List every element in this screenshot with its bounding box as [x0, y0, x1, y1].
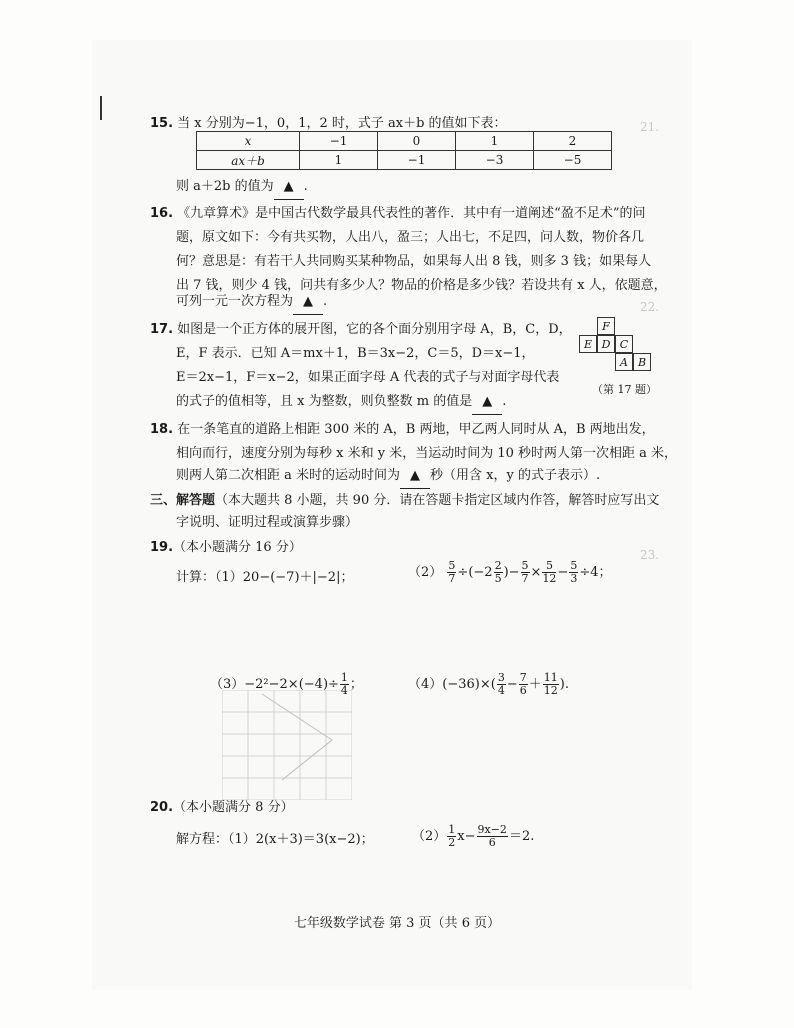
numerator: 2	[494, 559, 502, 572]
section-description: （本大题共 8 小题，共 90 分．请在答题卡指定区域内作答，解答时应写出文	[215, 493, 660, 508]
question-line: 出 7 钱，则少 4 钱，问共有多少人？物品的价格是多少钱？若设共有 x 人，依题意，	[176, 278, 667, 293]
question-16	[150, 202, 645, 226]
denominator: 4	[340, 684, 348, 697]
question-number: 17.	[150, 322, 174, 337]
answer-blank: ▲	[472, 390, 502, 415]
numerator: 1	[448, 823, 456, 836]
net-face: E	[579, 335, 597, 353]
table-cell: 0	[378, 132, 456, 151]
question-number: 16.	[150, 206, 174, 221]
question-20	[150, 796, 294, 820]
denominator: 12	[542, 572, 557, 585]
operator: ；	[349, 677, 363, 692]
fraction	[543, 672, 559, 697]
denominator: 6	[488, 836, 496, 849]
question-line: 相向而行，速度分别为每秒 x 米和 y 米，当运动时间为 10 秒时两人第一次相距 a 米，	[176, 446, 678, 461]
table-cell: 2	[534, 132, 612, 151]
operator: ＋	[528, 677, 542, 692]
question-line: 则两人第二次相距 a 米时的运动时间为	[176, 468, 401, 483]
table-cell: −3	[456, 151, 534, 170]
fraction	[497, 672, 506, 697]
table-cell: −1	[300, 132, 378, 151]
expression: （4）(−36)×(	[408, 677, 496, 692]
fraction	[569, 560, 578, 585]
answer-blank: ▲	[293, 290, 323, 315]
question-line: E＝2x−1，F＝x−2，如果正面字母 A 代表的式子与对面字母代表	[176, 370, 560, 385]
value-table	[196, 131, 612, 170]
q19-part2	[408, 560, 612, 585]
fraction	[519, 672, 528, 697]
numerator: 1	[340, 671, 348, 684]
question-text: 当 x 分别为−1，0，1，2 时，式子 ax＋b 的值如下表：	[177, 116, 507, 131]
question-line: 《九章算术》是中国古代数学最具代表性的著作．其中有一道阐述“盈不足术”的问	[177, 206, 646, 221]
question-score: （本小题满分 16 分）	[173, 540, 302, 555]
numerator: 7	[519, 671, 527, 684]
denominator: 6	[519, 684, 527, 697]
question-19	[150, 536, 302, 560]
table-cell: x	[197, 132, 300, 151]
question-line: 题，原文如下：今有共买物，人出八，盈三；人出七，不足四，问人数，物价各几	[176, 230, 645, 245]
numerator: 5	[542, 560, 556, 573]
answer-blank: ▲	[400, 464, 430, 489]
question-16-ask: 可列一元一次方程为 ▲ .	[176, 290, 327, 315]
question-18	[150, 418, 655, 442]
operator: ).	[559, 677, 569, 692]
question-number: 19.	[150, 540, 174, 555]
expression: （3）−2²−2×(−4)÷	[210, 677, 339, 692]
question-number: 20.	[150, 800, 174, 815]
binding-mark	[100, 96, 102, 120]
question-text: 则 a＋2b 的值为	[176, 179, 274, 194]
expression: （1）20−(−7)＋|−2|；	[215, 570, 354, 585]
question-line: 可列一元一次方程为	[176, 294, 294, 309]
question-15-ask: 则 a＋2b 的值为 ▲ .	[176, 175, 308, 200]
question-18-ask	[176, 464, 600, 489]
question-number: 15.	[150, 116, 174, 131]
q19-part1	[176, 566, 353, 590]
denominator: 5	[494, 572, 502, 585]
operator: )−	[503, 565, 520, 580]
table-cell: ax＋b	[197, 151, 300, 170]
question-number: 18.	[150, 422, 174, 437]
fraction	[494, 560, 503, 585]
net-face: C	[615, 335, 633, 353]
question-text: 解方程：	[176, 832, 229, 847]
question-line: 何？意思是：有若干人共同购买某种物品，如果每人出 8 钱，则多 3 钱；如果每人	[176, 254, 652, 269]
net-face: D	[597, 335, 615, 353]
expression: x−	[457, 829, 476, 844]
bleed-mark: 23.	[640, 548, 660, 562]
question-line: 如图是一个正方体的展开图，它的各个面分别用字母 A，B，C，D，	[177, 322, 572, 337]
denominator: 12	[543, 684, 558, 697]
bleed-mark: 21.	[640, 120, 660, 134]
denominator: 4	[497, 684, 505, 697]
table-row	[197, 151, 612, 170]
question-line: E，F 表示．已知 A＝mx＋1，B＝3x−2，C＝5，D＝x−1，	[176, 346, 535, 361]
operator: ÷4；	[579, 565, 612, 580]
bleed-mark: 22.	[640, 300, 660, 314]
bleed-grid-figure	[222, 690, 352, 800]
q19-part3	[210, 672, 363, 697]
operator: −	[506, 677, 518, 692]
q20-part2	[412, 824, 534, 849]
table-cell: 1	[456, 132, 534, 151]
fraction	[542, 560, 556, 585]
net-face: F	[597, 317, 615, 335]
denominator: 3	[570, 572, 578, 585]
numerator: 5	[521, 559, 529, 572]
question-17	[150, 318, 572, 342]
fraction	[447, 824, 456, 849]
table-row	[197, 132, 612, 151]
q20-part1	[176, 828, 374, 852]
expression: ＝2.	[508, 829, 535, 844]
part-label: （2）	[408, 565, 443, 580]
table-cell: 1	[300, 151, 378, 170]
table-cell: −1	[378, 151, 456, 170]
net-face: B	[633, 353, 651, 371]
q19-part4	[408, 672, 569, 697]
fraction	[340, 672, 349, 697]
denominator: 2	[448, 836, 456, 849]
operator: ÷(−2	[457, 565, 493, 580]
question-line: 在一条笔直的道路上相距 300 米的 A，B 两地，甲乙两人同时从 A，B 两地出发，	[177, 422, 655, 437]
section-description: 字说明、证明过程或演算步骤）	[176, 515, 359, 530]
question-text: 计算：	[176, 570, 216, 585]
table-cell: −5	[534, 151, 612, 170]
numerator: 5	[448, 559, 456, 572]
net-face: A	[615, 353, 633, 371]
denominator: 7	[448, 572, 456, 585]
expression: （1）2(x＋3)＝3(x−2)；	[228, 832, 374, 847]
numerator: 11	[543, 671, 558, 684]
page-footer: 七年级数学试卷 第 3 页（共 6 页）	[293, 916, 501, 931]
numerator: 3	[497, 671, 505, 684]
numerator: 9x−2	[477, 823, 507, 836]
question-score: （本小题满分 8 分）	[173, 800, 294, 815]
question-text: 秒（用含 x，y 的式子表示）.	[430, 468, 601, 483]
question-17-ask: 的式子的值相等，且 x 为整数，则负整数 m 的值是 ▲ .	[176, 390, 506, 415]
fraction	[521, 560, 530, 585]
fraction	[477, 824, 508, 849]
section-title: 三、解答题	[150, 493, 216, 508]
denominator: 7	[521, 572, 529, 585]
part-label: （2）	[412, 829, 447, 844]
section-3-header	[150, 489, 659, 513]
question-line: 的式子的值相等，且 x 为整数，则负整数 m 的值是	[176, 394, 473, 409]
operator: ×	[530, 565, 542, 580]
operator: −	[557, 565, 569, 580]
answer-blank: ▲	[274, 175, 304, 200]
figure-caption: （第 17 题）	[592, 383, 657, 396]
numerator: 5	[570, 559, 578, 572]
fraction	[447, 560, 456, 585]
